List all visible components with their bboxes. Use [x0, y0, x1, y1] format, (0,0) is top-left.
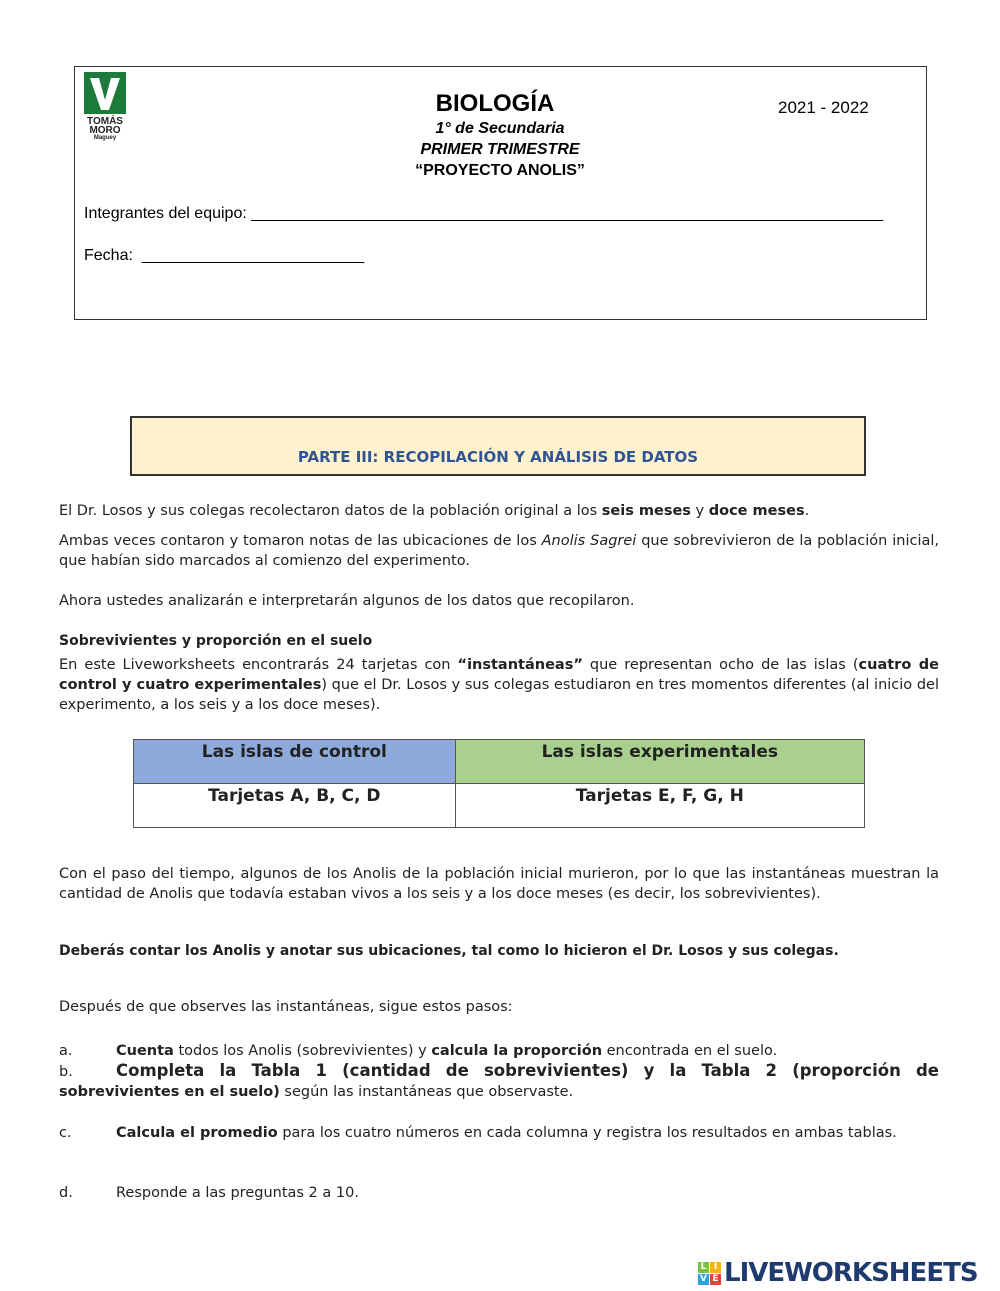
project-title: “PROYECTO ANOLIS” — [415, 162, 585, 179]
paragraph-7: Después de que observes las instantáneas, sigue estos pasos: — [59, 999, 513, 1015]
paragraph-6: Deberás contar los Anolis y anotar sus ubicaciones, tal como lo hicieron el Dr. Losos y sus colegas. — [59, 943, 839, 959]
step-d: d. Responde a las preguntas 2 a 10. — [59, 1185, 359, 1201]
cell-control-cards: Tarjetas A, B, C, D — [134, 784, 456, 828]
step-c: c. Calcula el promedio para los cuatro números en cada columna y registra los resultados en ambas tablas. — [59, 1125, 897, 1141]
team-field[interactable]: Integrantes del equipo: _______________________________________________________________________ — [84, 205, 884, 222]
section-banner: PARTE III: RECOPILACIÓN Y ANÁLISIS DE DATOS — [130, 416, 866, 476]
live-badge-icon: L I V E — [698, 1262, 721, 1285]
grade: 1° de Secundaria — [435, 120, 565, 137]
header-control: Las islas de control — [134, 740, 456, 784]
paragraph-1: El Dr. Losos y sus colegas recolectaron datos de la población original a los seis meses y doce meses. — [59, 503, 810, 519]
date-field[interactable]: Fecha: _________________________ — [84, 247, 365, 264]
islands-table — [133, 739, 865, 828]
paragraph-3: Ahora ustedes analizarán e interpretarán algunos de los datos que recopilaron. — [59, 593, 635, 609]
step-b: b. Completa la Tabla 1 (cantidad de sobrevivientes) y la Tabla 2 (proporción de sobrevivientes en el suelo) según las instantáneas que observaste. — [59, 1061, 939, 1100]
liveworksheets-logo: L I V E LIVEWORKSHEETS — [698, 1258, 978, 1288]
subheading: Sobrevivientes y proporción en el suelo — [59, 633, 373, 649]
school-year: 2021 - 2022 — [778, 98, 869, 117]
subject-title: BIOLOGÍA — [435, 90, 555, 117]
header-experimental: Las islas experimentales — [455, 740, 864, 784]
paragraph-5: Con el paso del tiempo, algunos de los Anolis de la población inicial murieron, por lo que las instantáneas muestran la cantidad de Anolis que todavía estaban vivos a los seis y a los doce meses (es decir, los sobrevivientes). — [59, 866, 939, 902]
step-a: a. Cuenta todos los Anolis (sobrevivientes) y calcula la proporción encontrada en el suelo. — [59, 1043, 778, 1059]
paragraph-4: En este Liveworksheets encontrarás 24 tarjetas con “instantáneas” que representan ocho de las islas (cuatro de control y cuatro experimentales) que el Dr. Losos y sus colegas estudiaron en tres momentos diferentes (al inicio del experimento, a los seis y a los doce meses). — [59, 657, 940, 713]
paragraph-2: Ambas veces contaron y tomaron notas de las ubicaciones de los Anolis Sagrei que sobrevivieron de la población inicial, que habían sido marcados al comienzo del experimento. — [59, 533, 940, 569]
term: PRIMER TRIMESTRE — [420, 141, 580, 158]
school-logo: TOMÁS MORO Maguey — [84, 72, 128, 147]
cell-experimental-cards: Tarjetas E, F, G, H — [455, 784, 864, 828]
